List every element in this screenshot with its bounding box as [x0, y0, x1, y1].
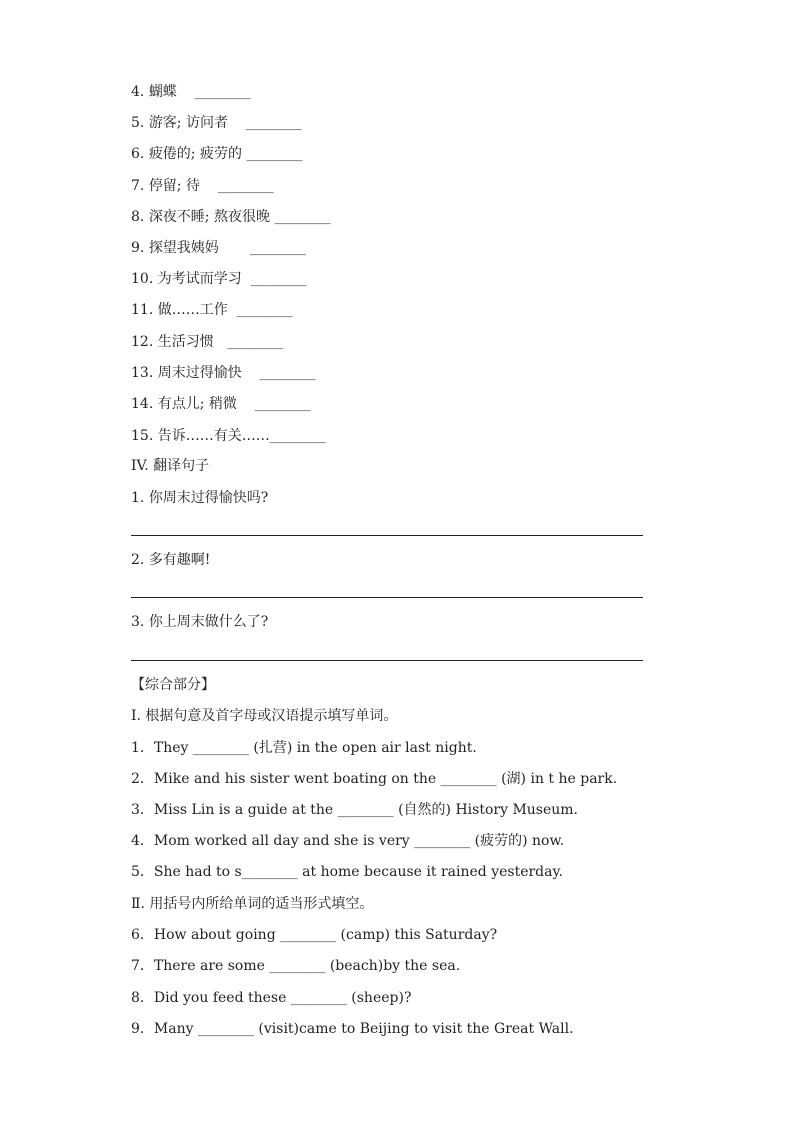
vocab-item-5 [131, 113, 302, 133]
fill-item-7: 7．There are some ________ (beach)by the sea. [131, 958, 461, 974]
item-number: 6. [131, 146, 145, 162]
item-text: 有点儿; 稍微 [157, 396, 237, 412]
item-number: 12. [131, 334, 154, 350]
answer-blank[interactable]: ________ [246, 146, 303, 162]
fill-item-5: 5．She had to s________ at home because it rained yesterday. [131, 864, 563, 880]
vocab-item-12 [131, 332, 283, 352]
answer-blank[interactable]: ________ [245, 115, 302, 131]
answer-blank[interactable]: ________ [254, 396, 311, 412]
answer-blank[interactable]: ________ [269, 428, 326, 444]
item-text: 疲倦的; 疲劳的 [148, 146, 242, 162]
fill-item-9: 9．Many ________ (visit)came to Beijing to visit the Great Wall. [131, 1021, 574, 1037]
item-number: 9. [131, 240, 145, 256]
answer-line-1[interactable] [131, 535, 643, 536]
answer-blank[interactable]: ________ [259, 365, 316, 381]
item-text: 停留; 待 [148, 178, 200, 194]
vocab-item-13 [131, 363, 316, 383]
vocab-item-14 [131, 394, 311, 414]
item-number: 15. [131, 428, 154, 444]
vocab-item-15 [131, 426, 326, 446]
item-number: 8. [131, 209, 145, 225]
answer-blank[interactable]: ________ [250, 271, 307, 287]
item-text: 告诉……有关…… [157, 428, 270, 444]
item-number: 13. [131, 365, 154, 381]
answer-blank[interactable]: ________ [249, 240, 306, 256]
answer-blank[interactable]: ________ [236, 302, 293, 318]
vocab-item-10 [131, 269, 307, 289]
answer-blank[interactable]: ________ [194, 84, 251, 100]
answer-line-2[interactable] [131, 597, 643, 598]
translation-item-2 [131, 550, 210, 570]
item-number: 3. [131, 614, 145, 630]
item-number: 4. [131, 84, 145, 100]
fill-item-8: 8．Did you feed these ________ (sheep)? [131, 990, 412, 1006]
item-text: 游客; 访问者 [148, 115, 228, 131]
answer-line-3[interactable] [131, 660, 643, 661]
item-text: 周末过得愉快 [157, 365, 242, 381]
fill-item-2: 2．Mike and his sister went boating on the ________ (湖) in t he park. [131, 771, 618, 787]
vocab-item-11 [131, 300, 293, 320]
answer-blank[interactable]: ________ [227, 334, 284, 350]
item-text: 深夜不睡; 熬夜很晚 [148, 209, 270, 225]
item-number: 10. [131, 271, 154, 287]
item-number: 7. [131, 178, 145, 194]
fill-item-3: 3．Miss Lin is a guide at the ________ (自然的) History Museum. [131, 802, 579, 818]
answer-blank[interactable]: ________ [217, 178, 274, 194]
comprehensive-heading: 【综合部分】 [131, 677, 215, 693]
translation-item-1 [131, 488, 268, 508]
translation-item-3 [131, 612, 268, 632]
answer-blank[interactable]: ________ [274, 209, 331, 225]
vocab-item-7 [131, 176, 274, 196]
vocab-item-9 [131, 238, 306, 258]
item-text: 生活习惯 [157, 334, 214, 350]
fill-item-4: 4．Mom worked all day and she is very ________ (疲劳的) now. [131, 833, 565, 849]
fill-item-1: 1．They ________ (扎营) in the open air last night. [131, 740, 477, 756]
item-number: 14. [131, 396, 154, 412]
item-number: 2. [131, 552, 145, 568]
item-number: 11. [131, 302, 154, 318]
item-text: 你周末过得愉快吗? [148, 490, 269, 506]
fill-item-6: 6．How about going ________ (camp) this Saturday? [131, 927, 498, 943]
vocab-item-8 [131, 207, 330, 227]
item-text: 为考试而学习 [157, 271, 242, 287]
part1-heading: Ⅰ. 根据句意及首字母或汉语提示填写单词。 [131, 708, 398, 724]
vocab-item-4 [131, 82, 251, 102]
item-text: 探望我姨妈 [148, 240, 219, 256]
vocab-item-6 [131, 144, 302, 164]
item-text: 蝴蝶 [148, 84, 177, 100]
item-number: 1. [131, 490, 145, 506]
item-text: 做……工作 [157, 302, 228, 318]
item-text: 多有趣啊! [148, 552, 211, 568]
part2-heading: Ⅱ. 用括号内所给单词的适当形式填空。 [131, 896, 374, 912]
item-number: 5. [131, 115, 145, 131]
item-text: 你上周末做什么了? [148, 614, 269, 630]
section-iv-heading: IV. 翻译句子 [131, 458, 210, 474]
